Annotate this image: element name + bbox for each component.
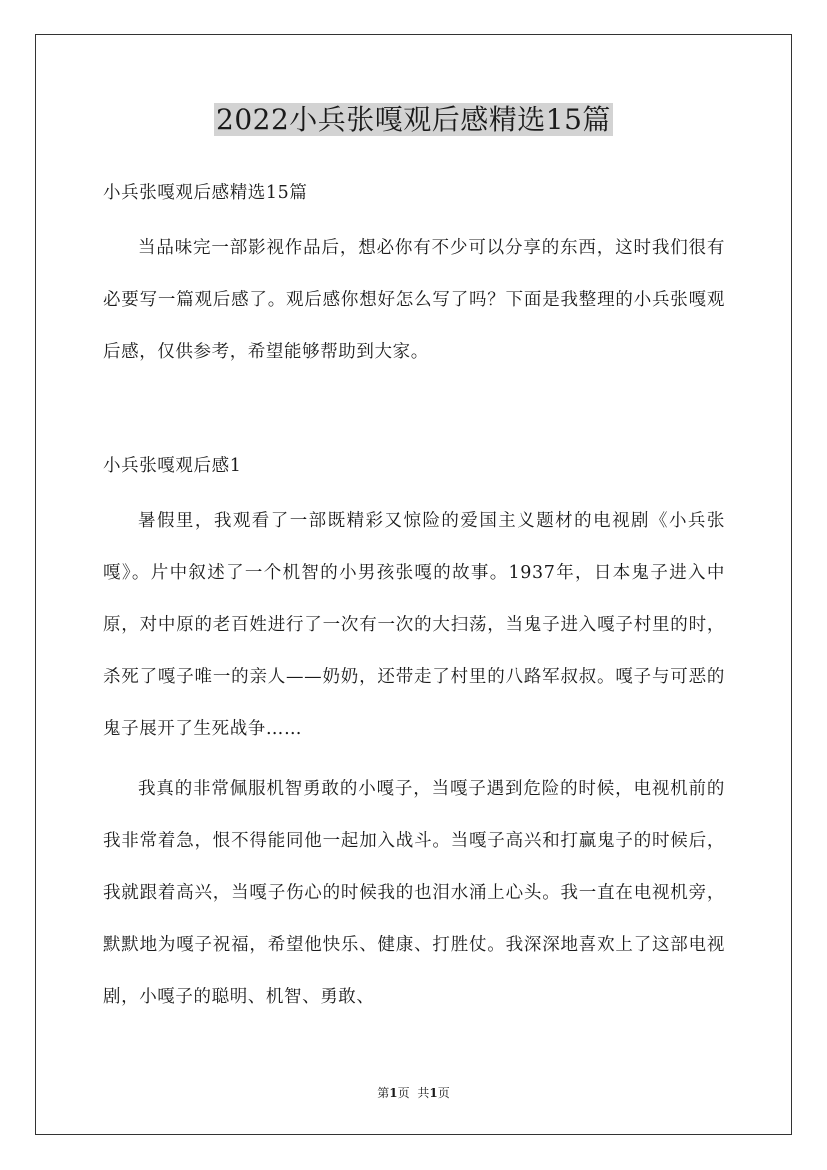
document-title-text: 2022小兵张嘎观后感精选15篇 bbox=[216, 103, 611, 136]
intro-block bbox=[103, 222, 725, 378]
footer-page-suffix: 页 bbox=[397, 1086, 410, 1100]
page-footer bbox=[0, 1085, 827, 1101]
document-title bbox=[0, 100, 827, 140]
footer-total-suffix: 页 bbox=[437, 1086, 450, 1100]
body-paragraph: 暑假里，我观看了一部既精彩又惊险的爱国主义题材的电视剧《小兵张嘎》。片中叙述了一个机智的小男孩张嘎的故事。1937年，日本鬼子进入中原，对中原的老百姓进行了一次有一次的大扫荡，当鬼子进入嘎子村里的时，杀死了嘎子唯一的亲人——奶奶，还带走了村里的八路军叔叔。嘎子与可恶的鬼子展开了生死战争…… bbox=[103, 511, 725, 739]
document-subtitle: 小兵张嘎观后感精选15篇 bbox=[103, 183, 308, 203]
body-paragraph: 我真的非常佩服机智勇敢的小嘎子，当嘎子遇到危险的时候，电视机前的我非常着急，恨不得能同他一起加入战斗。当嘎子高兴和打赢鬼子的时候后，我就跟着高兴，当嘎子伤心的时候我的也泪水涌上心头。我一直在电视机旁，默默地为嘎子祝福，希望他快乐、健康、打胜仗。我深深地喜欢上了这部电视剧，小嘎子的聪明、机智、勇敢、 bbox=[103, 779, 725, 1007]
section-heading: 小兵张嘎观后感1 bbox=[103, 456, 242, 476]
intro-paragraph: 当品味完一部影视作品后，想必你有不少可以分享的东西，这时我们很有必要写一篇观后感了。观后感你想好怎么写了吗？下面是我整理的小兵张嘎观后感，仅供参考，希望能够帮助到大家。 bbox=[103, 238, 725, 362]
section-body bbox=[103, 495, 725, 1023]
footer-page-number: 1 bbox=[389, 1086, 398, 1100]
footer-total-number: 1 bbox=[429, 1086, 438, 1100]
footer-page-prefix: 第 bbox=[377, 1086, 390, 1100]
footer-total-prefix: 共 bbox=[417, 1086, 430, 1100]
